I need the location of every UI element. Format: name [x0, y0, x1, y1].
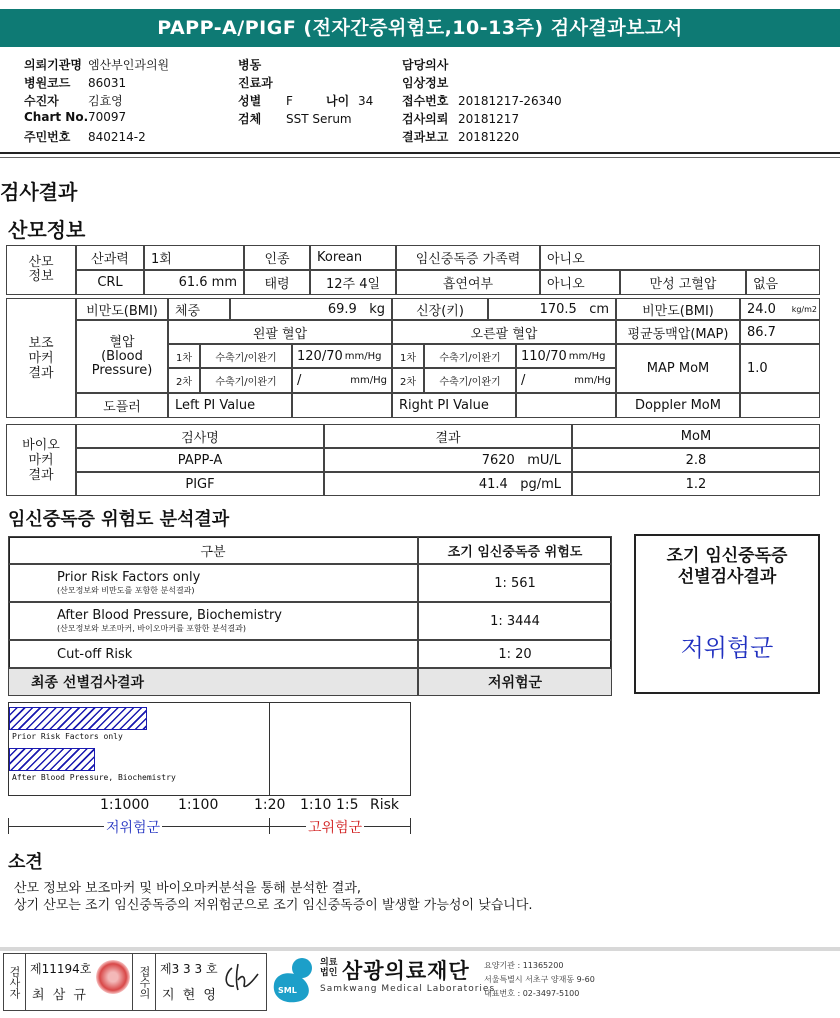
header-label: 담당의사 [402, 58, 449, 72]
left-first-label: 1차 [168, 344, 200, 368]
risk-chart-cutoff-line [269, 702, 270, 796]
htn-value: 없음 [746, 270, 820, 295]
header-label: 검사의뢰 [402, 112, 449, 126]
header-value: 20181217-26340 [458, 94, 562, 108]
tick-label: 1:20 [254, 797, 286, 813]
left-sysdia-label: 수축기/이완기 [200, 344, 292, 368]
risk-row-value: 1: 561 [418, 564, 612, 602]
risk-row [8, 564, 418, 602]
bmi-value: 24.0 [747, 301, 776, 317]
bio-result-unit: pg/mL [520, 476, 561, 492]
tester-name: 최 삼 규 [32, 988, 88, 1003]
bio-result-value: 41.4 [478, 476, 508, 492]
bio-row-name: PIGF [76, 472, 324, 496]
after-bp-bar [9, 748, 95, 771]
risk-col-risk: 조기 임신중독증 위험도 [418, 536, 612, 564]
bio-row-result [324, 472, 572, 496]
race-label: 인종 [244, 245, 310, 270]
header-label: 결과보고 [402, 130, 449, 144]
risk-row-name: Cut-off Risk [57, 646, 133, 662]
weight-unit: kg [369, 301, 385, 317]
unit: mm/Hg [574, 375, 611, 386]
screening-title: 조기 임신중독증 선별검사결과 [666, 546, 788, 587]
header-value: 엠산부인과의원 [88, 58, 170, 72]
parity-label: 산과력 [76, 245, 144, 270]
tick-label: Risk [370, 797, 400, 813]
approver-label: 접수의 [138, 965, 151, 999]
risk-row [8, 602, 418, 640]
weight-value-cell [230, 298, 392, 320]
bio-result-unit: mU/L [527, 452, 561, 468]
unit: mm/Hg [350, 375, 387, 386]
right-bp1-value: 110/70 [521, 348, 567, 364]
left-bp-label: 왼팔 혈압 [168, 320, 392, 344]
approver-name: 지 현 영 [162, 988, 218, 1003]
risk-row-name: Prior Risk Factors only [57, 570, 201, 585]
crl-value: 61.6 mm [144, 270, 244, 295]
remarks-line: 상기 산모는 조기 임신중독증의 저위험군으로 조기 임신중독증이 발생할 가능성이 낮습니다. [14, 898, 533, 913]
ga-value: 12주 4일 [310, 270, 396, 295]
header-value: 70097 [88, 110, 127, 124]
header-value: 20181217 [458, 112, 520, 126]
bio-col-result: 결과 [324, 424, 572, 448]
ga-label: 태령 [244, 270, 310, 295]
after-bp-bar-label: After Blood Pressure, Biochemistry [12, 773, 176, 782]
risk-col-cat: 구분 [8, 536, 418, 564]
risk-row [8, 640, 418, 668]
bio-result-value: 7620 [481, 452, 515, 468]
final-result-value: 저위험군 [418, 668, 612, 696]
doppler-mom-value [740, 393, 820, 418]
right-second-label: 2차 [392, 368, 424, 393]
header-label: 임상정보 [402, 76, 449, 90]
header-label: 병원코드 [24, 76, 71, 90]
org-en: Samkwang Medical Laboratories [320, 984, 496, 994]
bio-side-label: 바이오 마커 결과 [6, 424, 76, 496]
header-col3 [402, 56, 642, 146]
right-pi-label: Right PI Value [392, 393, 516, 418]
header-col2 [238, 56, 388, 128]
header-label: 주민번호 [24, 130, 71, 144]
right-bp2-cell [516, 368, 616, 393]
tester-seal-icon [96, 960, 130, 994]
specimen-value: SST Serum [286, 112, 352, 126]
org-type: 의료법인 [320, 958, 338, 978]
low-risk-label: 저위험군 [104, 817, 162, 837]
report-title: PAPP-A/PIGF (전자간증위험도,10-13주) 검사결과보고서 [0, 9, 840, 47]
header-label: 접수번호 [402, 94, 449, 108]
map-label: 평균동맥압(MAP) [616, 320, 740, 344]
remarks-line: 산모 정보와 보조마커 및 바이오마커분석을 통해 분석한 결과, [14, 881, 362, 896]
org-name: 삼광의료재단 [342, 959, 470, 983]
right-sysdia-label: 수축기/이완기 [424, 344, 516, 368]
bmi-unit: kg/m2 [791, 304, 817, 314]
aux-side-label: 보조 마커 결과 [6, 298, 76, 418]
footer-divider [0, 947, 840, 951]
bmi2-label: 비만도(BMI) [616, 298, 740, 320]
right-bp2-value: / [521, 373, 526, 388]
right-pi-value [516, 393, 616, 418]
maternal-heading: 산모정보 [8, 218, 86, 242]
sex-label: 성별 [238, 94, 262, 108]
approver-label-cell [132, 953, 156, 1011]
header-value: 20181220 [458, 130, 520, 144]
unit: mm/Hg [344, 350, 382, 362]
smoking-label: 흡연여부 [396, 270, 540, 295]
bio-row-name: PAPP-A [76, 448, 324, 472]
unit: mm/Hg [568, 350, 606, 362]
header-divider [0, 152, 840, 154]
risk-row-value: 1: 3444 [418, 602, 612, 640]
age-value: 34 [358, 94, 374, 108]
parity-value: 1회 [144, 245, 244, 270]
tick-label: 1:5 [336, 797, 359, 813]
prior-risk-bar-label: Prior Risk Factors only [12, 732, 123, 741]
org-info: 요양기관 : 11365200 [484, 961, 564, 970]
maternal-side-label: 산모 정보 [6, 245, 76, 295]
right-sysdia-label: 수축기/이완기 [424, 368, 516, 393]
right-first-label: 1차 [392, 344, 424, 368]
risk-row-name: After Blood Pressure, Biochemistry [57, 608, 282, 623]
smoking-value: 아니오 [540, 270, 620, 295]
bio-col-name: 검사명 [76, 424, 324, 448]
sml-logo-text: SML [278, 986, 297, 995]
weight-label: 체중 [168, 298, 230, 320]
height-value: 170.5 [539, 301, 577, 317]
left-bp1-cell [292, 344, 392, 368]
range-tick [8, 818, 9, 834]
approver-no: 제3 3 3 호 [160, 962, 218, 976]
remarks-heading: 소견 [8, 852, 43, 873]
doppler-label: 도플러 [76, 393, 168, 418]
prior-risk-bar [9, 707, 147, 730]
screening-result: 저위험군 [680, 634, 774, 662]
age-label: 나이 [326, 94, 350, 108]
bp-label: 혈압 (Blood Pressure) [76, 320, 168, 393]
right-bp1-cell [516, 344, 616, 368]
height-label: 신장(키) [392, 298, 488, 320]
tick-label: 1:100 [178, 797, 219, 813]
header-divider-thin [0, 157, 840, 158]
tester-label: 검사자 [8, 965, 21, 999]
sml-logo-icon [272, 956, 318, 1004]
height-unit: cm [589, 301, 609, 317]
tick-label: 1:10 [300, 797, 332, 813]
left-second-label: 2차 [168, 368, 200, 393]
risk-row-sub: (산모정보와 비만도를 포함한 분석결과) [57, 586, 195, 595]
approver-signature-icon [222, 960, 262, 996]
final-result-label: 최종 선별검사결과 [8, 668, 418, 696]
left-bp2-value: / [297, 373, 302, 388]
risk-heading: 임신중독증 위험도 분석결과 [8, 509, 230, 530]
left-bp1-value: 120/70 [297, 348, 343, 364]
weight-value: 69.9 [327, 301, 357, 317]
org-info: 서울특별시 서초구 양재동 9-60 [484, 975, 595, 984]
sex-value: F [286, 94, 293, 108]
bmi-label: 비만도(BMI) [76, 298, 168, 320]
org-info: 대표번호 : 02-3497-5100 [484, 989, 580, 998]
header-value: 김효영 [88, 94, 123, 108]
header-value: 86031 [88, 76, 127, 90]
family-history-label: 임신중독증 가족력 [396, 245, 540, 270]
tester-no: 제11194호 [30, 962, 92, 976]
map-mom-label: MAP MoM [616, 344, 740, 393]
dept-label: 진료과 [238, 76, 273, 90]
map-mom-value: 1.0 [740, 344, 820, 393]
bmi-value-cell [740, 298, 820, 320]
left-pi-label: Left PI Value [168, 393, 292, 418]
header-col1 [24, 56, 234, 146]
race-value: Korean [310, 245, 396, 270]
bio-row-result [324, 448, 572, 472]
left-pi-value [292, 393, 392, 418]
specimen-label: 검체 [238, 112, 262, 126]
tester-label-cell [3, 953, 26, 1011]
height-value-cell [488, 298, 616, 320]
doppler-mom-label: Doppler MoM [616, 393, 740, 418]
risk-row-sub: (산모정보와 보조마커, 바이오마커를 포함한 분석결과) [57, 624, 246, 633]
header-label: 수진자 [24, 94, 59, 108]
header-value: 840214-2 [88, 130, 146, 144]
family-history-value: 아니오 [540, 245, 820, 270]
map-value: 86.7 [740, 320, 820, 344]
header-label: Chart No. [24, 110, 89, 124]
left-bp2-cell [292, 368, 392, 393]
bio-col-mom: MoM [572, 424, 820, 448]
right-bp-label: 오른팔 혈압 [392, 320, 616, 344]
left-sysdia-label: 수축기/이완기 [200, 368, 292, 393]
bio-row-mom: 2.8 [572, 448, 820, 472]
range-tick [410, 818, 411, 834]
tick-label: 1:1000 [100, 797, 150, 813]
crl-label: CRL [76, 270, 144, 295]
results-heading: 검사결과 [0, 180, 78, 204]
risk-row-value: 1: 20 [418, 640, 612, 668]
ward-label: 병동 [238, 58, 262, 72]
htn-label: 만성 고혈압 [620, 270, 746, 295]
header-label: 의뢰기관명 [24, 58, 82, 72]
high-risk-label: 고위험군 [306, 817, 364, 837]
bio-row-mom: 1.2 [572, 472, 820, 496]
